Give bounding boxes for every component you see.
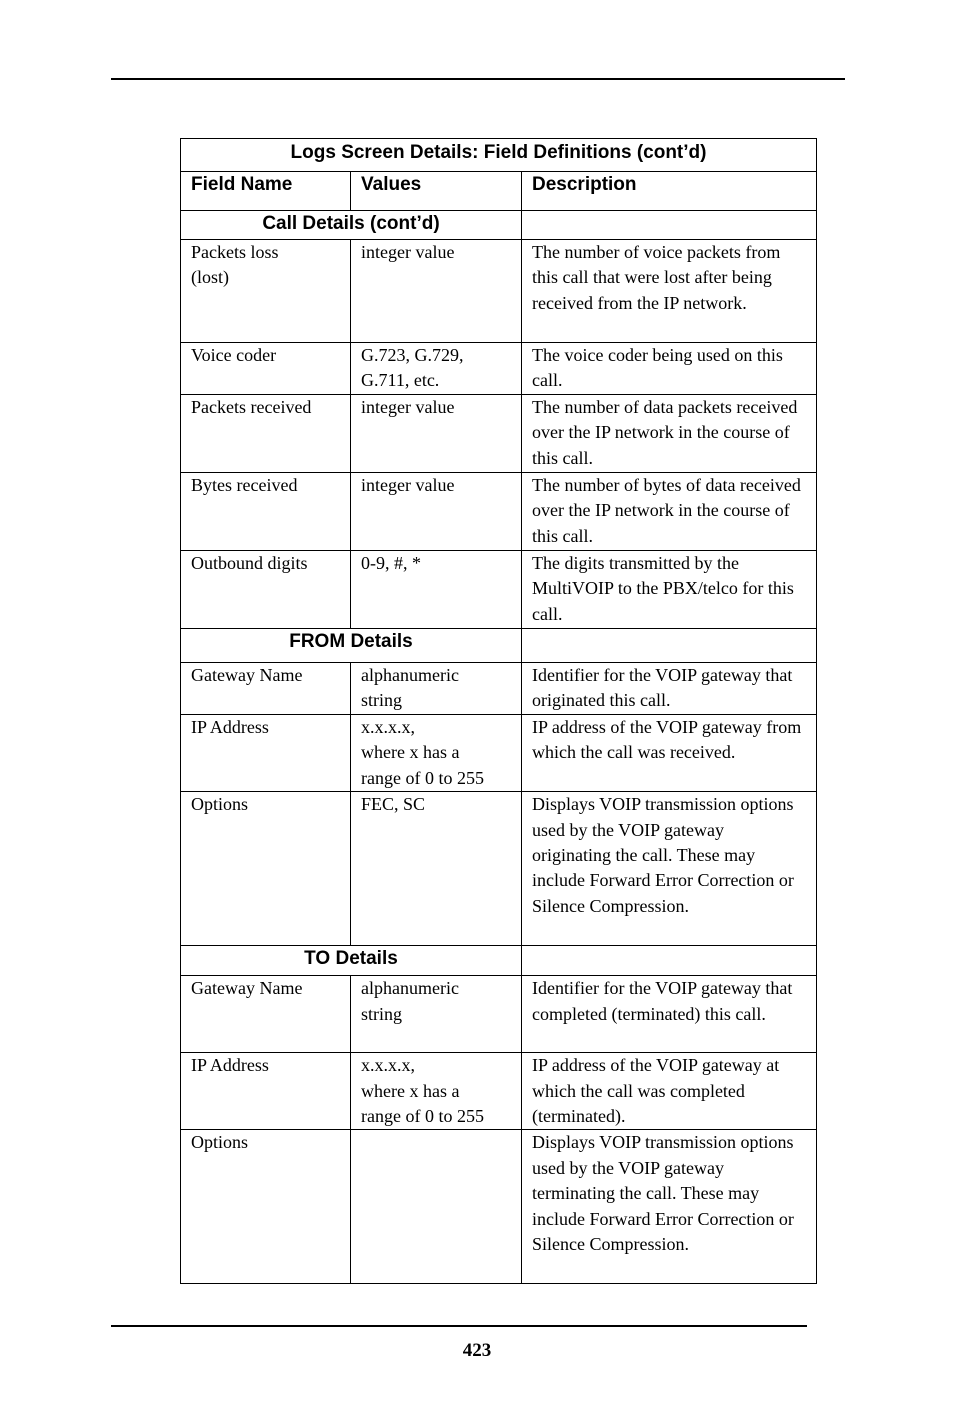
cell-values: integer value bbox=[351, 240, 522, 343]
cell-values: x.x.x.x, where x has a range of 0 to 255 bbox=[351, 1053, 522, 1130]
table-row bbox=[181, 1053, 817, 1130]
cell-values: G.723, G.729, G.711, etc. bbox=[351, 343, 522, 395]
page-number: 423 bbox=[462, 1340, 492, 1361]
cell-values: integer value bbox=[351, 473, 522, 551]
cell-field: IP Address bbox=[181, 715, 351, 792]
cell-values: x.x.x.x, where x has a range of 0 to 255 bbox=[351, 715, 522, 792]
table-row bbox=[181, 715, 817, 792]
cell-field: Outbound digits bbox=[181, 551, 351, 629]
column-header-description: Description bbox=[522, 172, 817, 211]
cell-values bbox=[351, 1130, 522, 1284]
table-row bbox=[181, 473, 817, 551]
section-empty-cell bbox=[522, 629, 817, 663]
cell-values: alphanumeric string bbox=[351, 976, 522, 1053]
table-title-row bbox=[181, 139, 817, 172]
section-label: Call Details (cont’d) bbox=[181, 211, 522, 240]
table-title: Logs Screen Details: Field Definitions (cont’d) bbox=[181, 139, 817, 172]
cell-description: The number of data packets received over the IP network in the course of this call. bbox=[522, 395, 817, 473]
cell-values: alphanumeric string bbox=[351, 663, 522, 715]
section-empty-cell bbox=[522, 211, 817, 240]
section-empty-cell bbox=[522, 946, 817, 976]
cell-description: IP address of the VOIP gateway from which the call was received. bbox=[522, 715, 817, 792]
cell-description: Displays VOIP transmission options used by the VOIP gateway originating the call. These may include Forward Error Correction or Silence Compression. bbox=[522, 792, 817, 946]
section-label: TO Details bbox=[181, 946, 522, 976]
table-row bbox=[181, 663, 817, 715]
cell-field: Gateway Name bbox=[181, 663, 351, 715]
cell-field: Voice coder bbox=[181, 343, 351, 395]
cell-field: Packets received bbox=[181, 395, 351, 473]
cell-description: IP address of the VOIP gateway at which the call was completed (terminated). bbox=[522, 1053, 817, 1130]
field-definitions-table bbox=[180, 138, 817, 1284]
cell-values: 0-9, #, * bbox=[351, 551, 522, 629]
cell-field: Bytes received bbox=[181, 473, 351, 551]
table-row bbox=[181, 976, 817, 1053]
section-label: FROM Details bbox=[181, 629, 522, 663]
table-row bbox=[181, 792, 817, 946]
header-rule bbox=[111, 78, 845, 80]
cell-description: The number of bytes of data received over the IP network in the course of this call. bbox=[522, 473, 817, 551]
cell-field: Gateway Name bbox=[181, 976, 351, 1053]
table-row bbox=[181, 343, 817, 395]
column-header-row bbox=[181, 172, 817, 211]
cell-description: Identifier for the VOIP gateway that originated this call. bbox=[522, 663, 817, 715]
cell-field: Options bbox=[181, 1130, 351, 1284]
table-row bbox=[181, 395, 817, 473]
table-row bbox=[181, 240, 817, 343]
footer-rule bbox=[111, 1325, 807, 1327]
column-header-field-name: Field Name bbox=[181, 172, 351, 211]
section-header-row bbox=[181, 946, 817, 976]
section-header-row bbox=[181, 629, 817, 663]
cell-field: Options bbox=[181, 792, 351, 946]
table-row bbox=[181, 551, 817, 629]
cell-description: Displays VOIP transmission options used by the VOIP gateway terminating the call. These may include Forward Error Correction or Silence Compression. bbox=[522, 1130, 817, 1284]
cell-values: integer value bbox=[351, 395, 522, 473]
cell-field: IP Address bbox=[181, 1053, 351, 1130]
cell-description: Identifier for the VOIP gateway that completed (terminated) this call. bbox=[522, 976, 817, 1053]
column-header-values: Values bbox=[351, 172, 522, 211]
cell-values: FEC, SC bbox=[351, 792, 522, 946]
table-row bbox=[181, 1130, 817, 1284]
cell-description: The number of voice packets from this call that were lost after being received from the IP network. bbox=[522, 240, 817, 343]
cell-description: The voice coder being used on this call. bbox=[522, 343, 817, 395]
cell-field: Packets loss (lost) bbox=[181, 240, 351, 343]
section-header-row bbox=[181, 211, 817, 240]
cell-description: The digits transmitted by the MultiVOIP to the PBX/telco for this call. bbox=[522, 551, 817, 629]
